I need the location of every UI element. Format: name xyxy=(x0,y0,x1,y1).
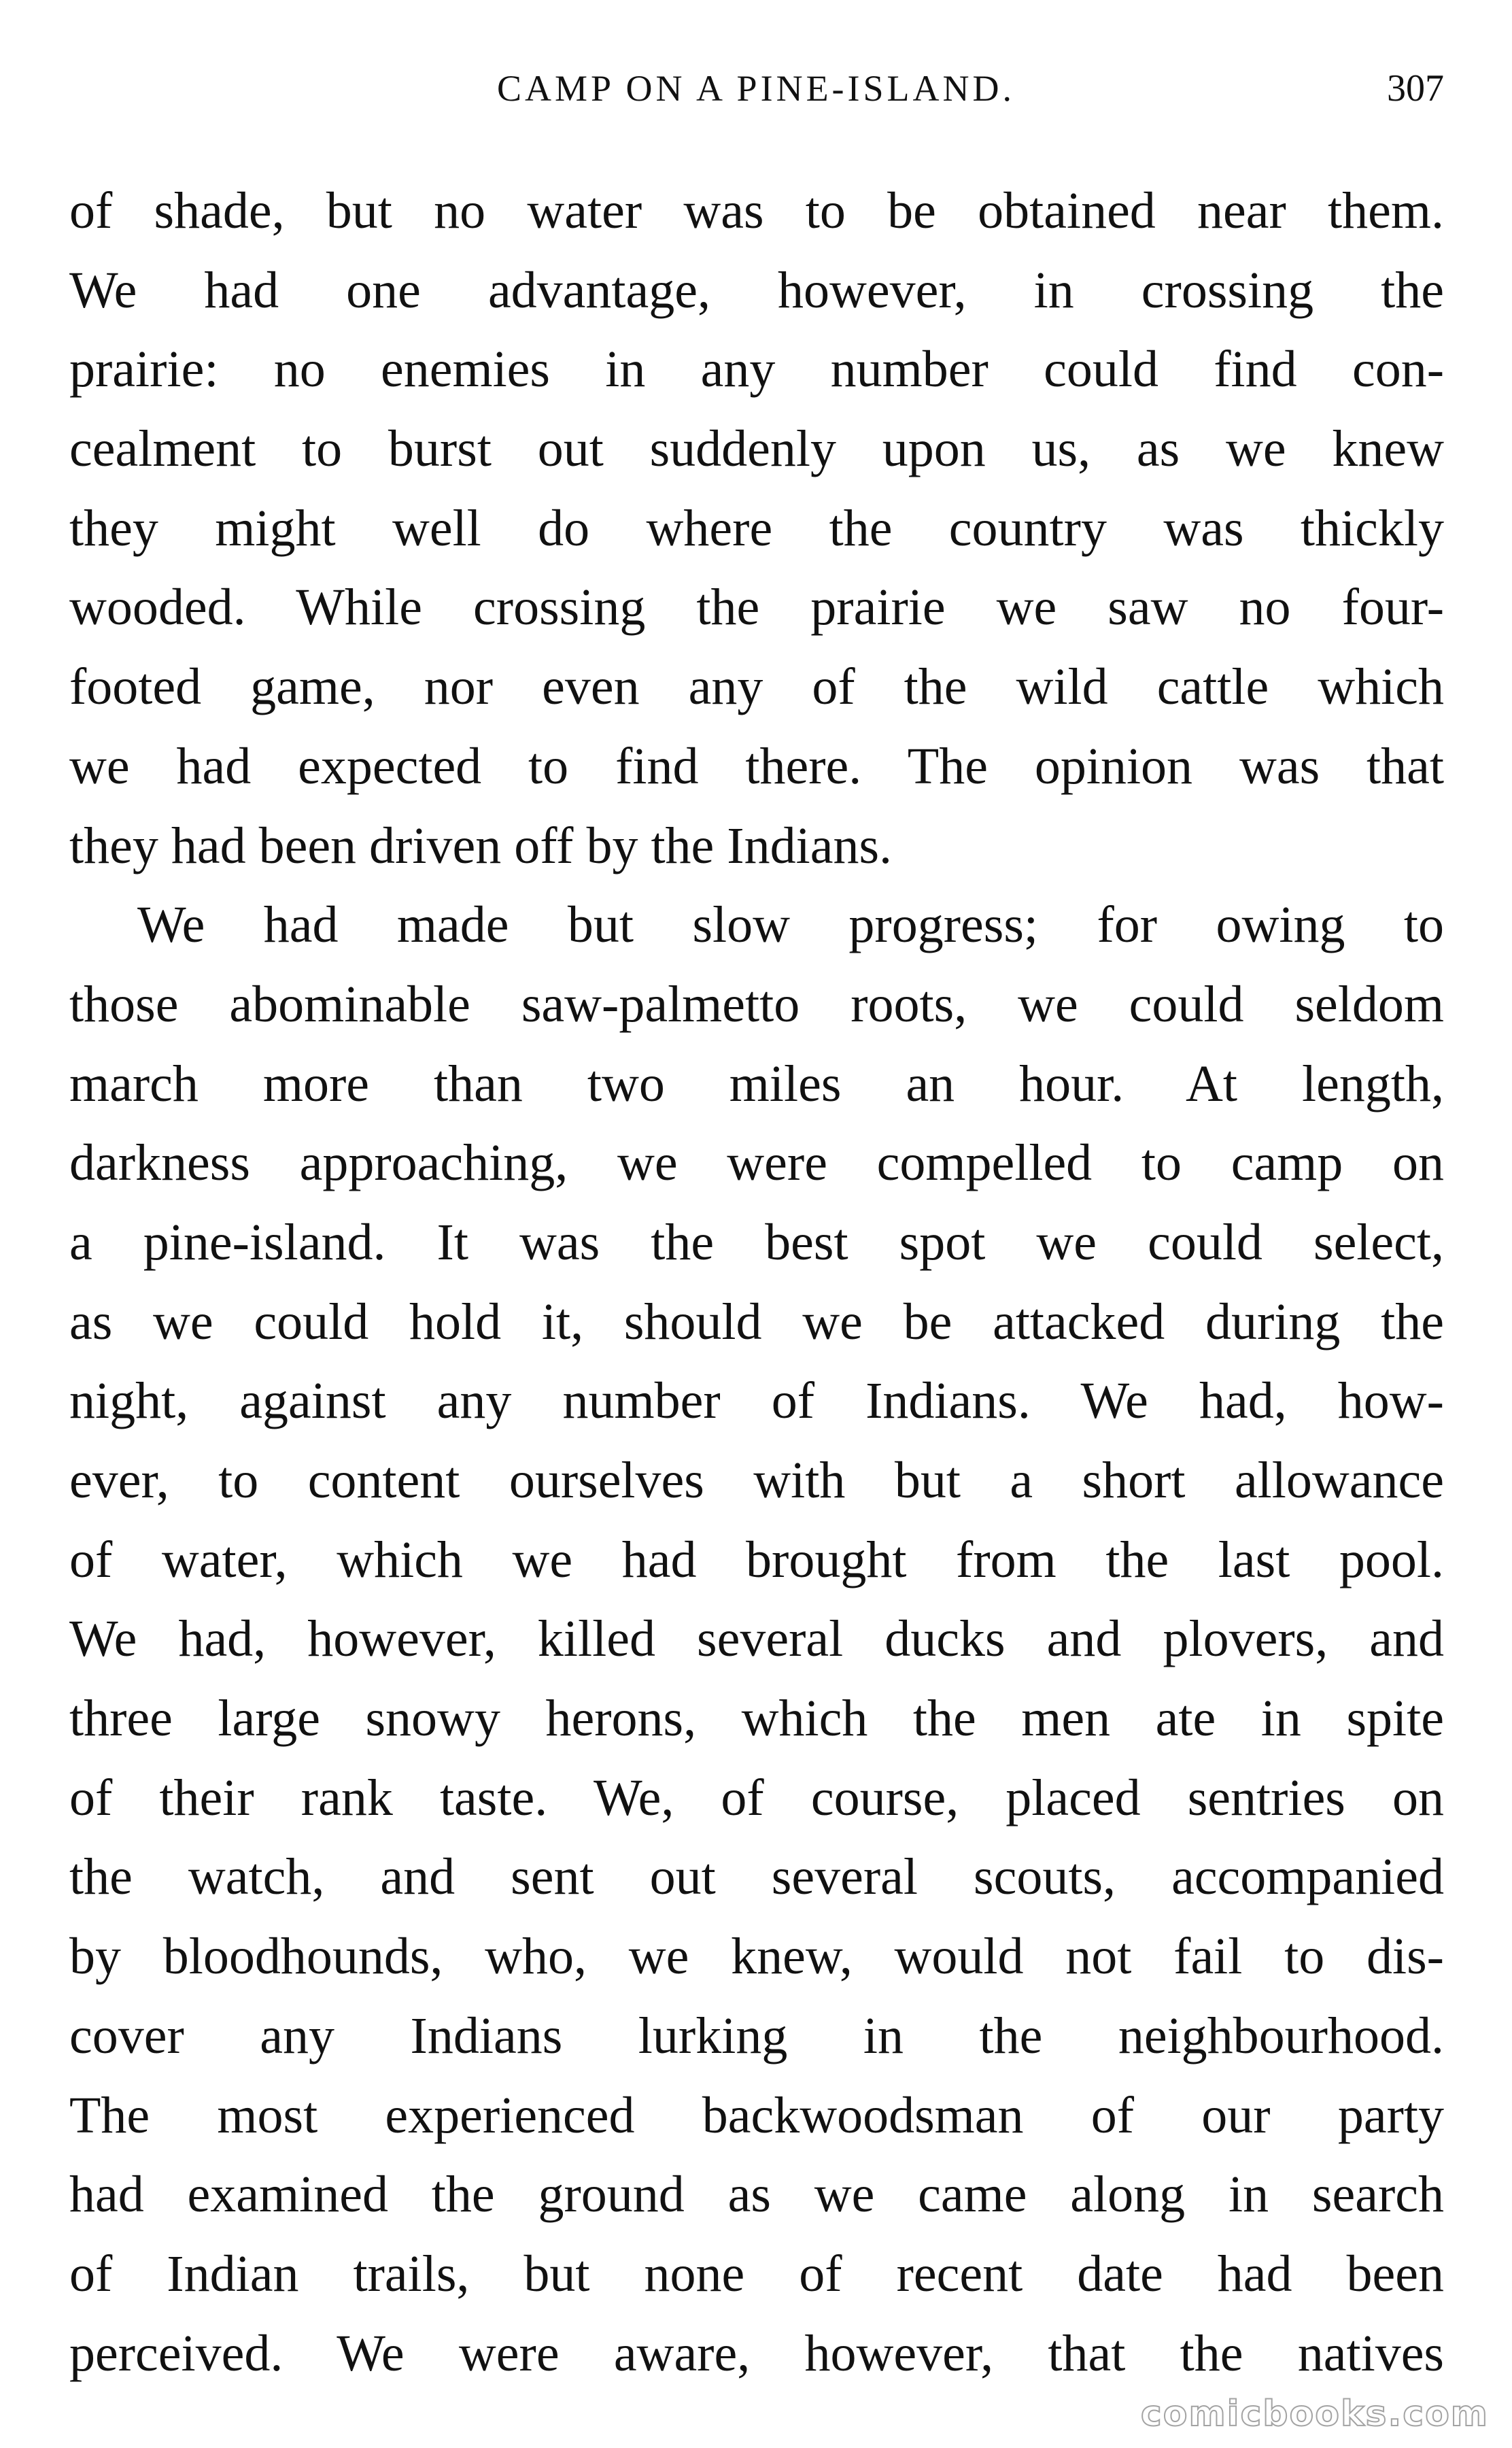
text-line: had examined the ground as we came along in search xyxy=(69,2166,1444,2224)
body-text xyxy=(69,171,1444,2393)
text-line: a pine-island. It was the best spot we could select, xyxy=(69,1213,1444,1271)
text-line: perceived. We were aware, however, that the natives xyxy=(69,2324,1444,2382)
text-line: the watch, and sent out several scouts, accompanied xyxy=(69,1848,1444,1906)
text-line: those abominable saw-palmetto roots, we could seldom xyxy=(69,975,1444,1033)
text-line: three large snowy herons, which the men ate in spite xyxy=(69,1690,1444,1748)
text-line: footed game, nor even any of the wild cattle which xyxy=(69,658,1444,716)
text-line: wooded. While crossing the prairie we saw no four- xyxy=(69,579,1444,636)
text-line: cover any Indians lurking in the neighbourhood. xyxy=(69,2007,1444,2064)
text-line: The most experienced backwoodsman of our party xyxy=(69,2086,1444,2144)
text-line: We had, however, killed several ducks and plovers, and xyxy=(69,1610,1444,1668)
text-line: of shade, but no water was to be obtained near them. xyxy=(69,182,1444,239)
text-line: march more than two miles an hour. At length, xyxy=(69,1055,1444,1112)
text-line: of Indian trails, but none of recent date had been xyxy=(69,2245,1444,2302)
text-line: they had been driven off by the Indians. xyxy=(69,817,893,874)
watermark-logo: comicbooks.com xyxy=(1140,2394,1489,2434)
text-line: as we could hold it, should we be attacked during the xyxy=(69,1293,1444,1350)
text-line: We had made but slow progress; for owing to xyxy=(137,896,1444,954)
running-title: CAMP ON A PINE-ISLAND. xyxy=(496,68,1016,109)
text-line: night, against any number of Indians. We had, how- xyxy=(69,1372,1444,1430)
text-line: prairie: no enemies in any number could find con- xyxy=(69,341,1444,398)
page-number: 307 xyxy=(1387,67,1444,109)
running-head xyxy=(68,61,1444,116)
text-line: by bloodhounds, who, we knew, would not fail to dis- xyxy=(69,1928,1444,1986)
text-line: of water, which we had brought from the last pool. xyxy=(69,1531,1444,1588)
text-line: we had expected to find there. The opinion was that xyxy=(69,737,1444,795)
text-line: of their rank taste. We, of course, placed sentries on xyxy=(69,1769,1444,1826)
text-line: We had one advantage, however, in crossing the xyxy=(69,261,1444,319)
text-line: ever, to content ourselves with but a short allowance xyxy=(69,1452,1444,1509)
text-line: they might well do where the country was thickly xyxy=(69,499,1444,557)
text-line: cealment to burst out suddenly upon us, as we knew xyxy=(69,420,1444,478)
text-line: darkness approaching, we were compelled to camp on xyxy=(69,1134,1444,1192)
